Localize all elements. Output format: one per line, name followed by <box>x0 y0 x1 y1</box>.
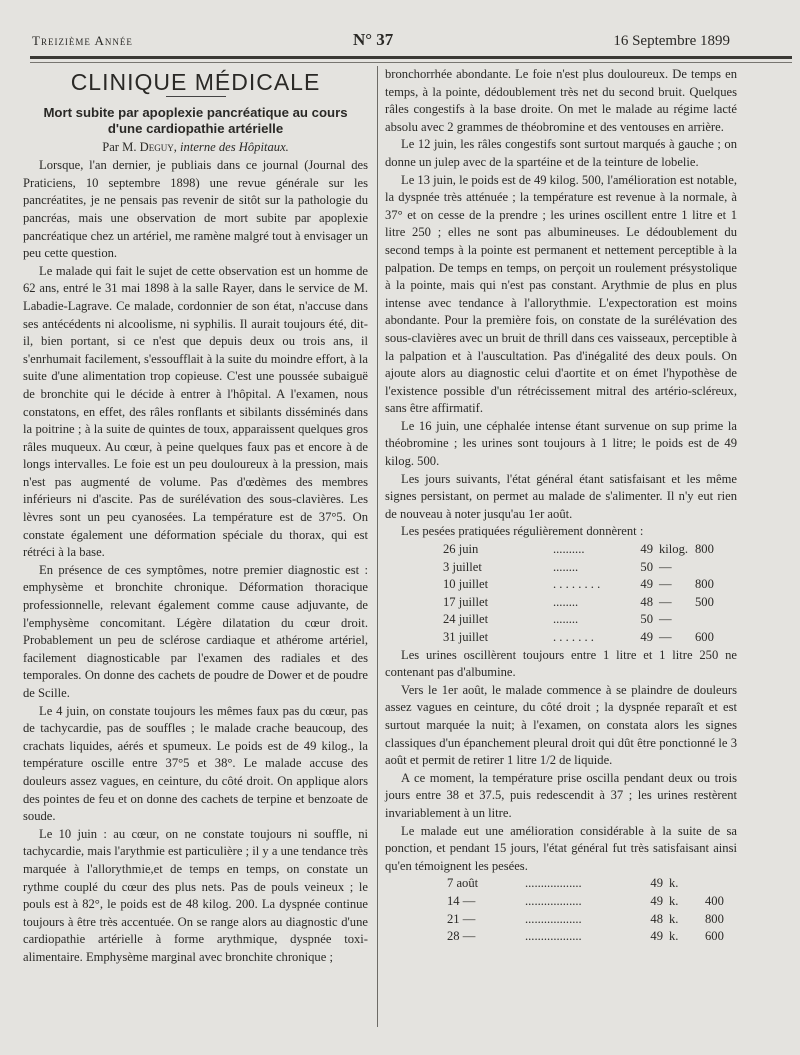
weight-cell-unit: — <box>659 594 672 609</box>
weight-cell-dots: ........ <box>553 559 579 574</box>
weight-cell-g <box>705 875 737 893</box>
weight-cell-w: 49 <box>640 630 653 644</box>
weight-cell-unit: kilog. <box>659 542 689 557</box>
weight-row <box>385 893 737 911</box>
weight-cell-g: 400 <box>705 893 724 908</box>
paragraph: Le malade eut une amélioration considérable à la suite de sa ponction, et pendant 15 jours, l'état général fut très satisfaisant ainsi qu'en témoignent les pesées. <box>385 823 737 873</box>
weight-cell-date: 31 juillet <box>443 630 489 644</box>
weight-cell-unit: — <box>659 577 672 592</box>
paragraph: Les pesées pratiquées régulièrement donnèrent : <box>401 524 644 539</box>
author-name: Deguy <box>139 139 174 154</box>
weight-cell-unit: — <box>659 630 672 644</box>
header-rule-thick <box>30 56 792 59</box>
weight-cell-unit: k. <box>669 893 679 908</box>
paragraph: Vers le 1er août, le malade commence à se plaindre de douleurs assez vagues en ceinture, du côté droit ; la dyspnée reparaît et est surtout marquée la nuit; à l'examen, on constata alors les signes classiques d'un épanchement pleural droit qui dût être ponctionné le 3 août et permit de retirer 1 litre 1/2 de liquide. <box>385 682 737 768</box>
weight-row <box>385 611 737 629</box>
paragraph: A ce moment, la température prise oscilla pendant deux ou trois jours entre 38 et 37.5, puis redescendit à 37 ; les urines restèrent invariablement à un litre. <box>385 770 737 820</box>
paragraph: bronchorrhée abondante. Le foie n'est plus douloureux. De temps en temps, à la pointe, dédoublement très net du second bruit. Quelques râles congestifs à la base droite. On met le malade au régime lacté absolu avec 2 grammes de théobromine et des ventouses en arrière. <box>385 67 737 134</box>
header-rule-thin <box>30 62 792 63</box>
weight-cell-date: 7 août <box>447 876 479 891</box>
right-column <box>385 66 737 946</box>
weight-cell-date: 21 — <box>447 911 476 926</box>
weight-cell-w: 50 <box>640 559 653 574</box>
masthead <box>32 30 730 52</box>
paragraph: Le 4 juin, on constate toujours les mêmes faux pas du cœur, pas de tachycardie, pas de souffles ; le malade crache beaucoup, des crachats liquides, aérés et spumeux. Le poids est de 49 kilog., la température oscille entre 37°5 et 38°. Le malade accuse des douleurs assez vagues, en ceinture, du côté droit. On applique alors des pointes de feu et on donne des cachets de terpine et benzoate de soude. <box>23 703 368 824</box>
weight-cell-date: 28 — <box>447 929 476 944</box>
issue-number: N° 37 <box>352 30 394 49</box>
weight-cell-dots: .................. <box>525 893 582 908</box>
weights-table-2 <box>385 875 737 945</box>
weight-cell-date: 10 juillet <box>443 577 489 592</box>
byline: Par M. Deguy, interne des Hôpitaux. <box>102 139 289 154</box>
weight-cell-w: 49 <box>640 577 653 592</box>
weight-cell-g: 600 <box>695 630 714 644</box>
paragraph: Le 16 juin, une céphalée intense étant survenue on sup prime la théobromine ; les urines sont toujours à 1 litre; le poids est de 49 kilog. 500. <box>385 418 737 469</box>
weight-row <box>385 911 737 929</box>
weight-cell-g: 500 <box>695 594 714 609</box>
weight-cell-g: 800 <box>695 542 714 557</box>
weight-row <box>385 629 737 647</box>
paragraph: Le 13 juin, le poids est de 49 kilog. 500, l'amélioration est notable, la dyspnée très atténuée ; la température est revenue à la normale, à 37° et on cesse de la prendre ; les urines oscillent entre 1 litre et 1 litre 250 ; elles ne sont pas albumineuses. Le dédoublement du second temps à la pointe est permanent et nettement perceptible à la palpation. De temps en temps, on perçoit un roulement présystolique à la pointe, mais qui n'est pas constant. Arythmie de plus en plus intense avec tendance à l'allorythmie. L'expectoration est moins abondante. Pour la première fois, on constate de la surélévation des sous-clavières avec un bruit de thrill dans ces vaisseaux, perceptible à la palpation et à l'auscultation. Pas d'inégalité des deux pouls. On ajoute alors au diagnostic celui d'aortite et on émet l'hypothèse de l'existence possible d'un rétrécissement mitral des artério-scléreux, sans être affirmatif. <box>385 172 737 416</box>
weight-cell-dots: .................. <box>525 929 582 944</box>
weight-cell-g <box>695 559 737 577</box>
column-divider <box>377 66 378 1027</box>
weight-cell-date: 26 juin <box>443 542 479 557</box>
weight-cell-date: 24 juillet <box>443 612 489 627</box>
weight-cell-dots: .................. <box>525 876 582 891</box>
weight-cell-unit: — <box>659 559 672 574</box>
weight-cell-g: 800 <box>705 911 724 926</box>
weight-row <box>385 576 737 594</box>
author-role: interne des Hôpitaux. <box>180 139 289 154</box>
weight-cell-dots: .......... <box>553 542 585 557</box>
weight-cell-w: 49 <box>650 893 663 908</box>
weight-row <box>385 559 737 577</box>
left-column <box>23 66 368 967</box>
weight-cell-unit: k. <box>669 929 679 944</box>
byline-prefix: Par M. <box>102 139 137 154</box>
weight-cell-unit: — <box>659 612 672 627</box>
weight-cell-unit: k. <box>669 876 679 891</box>
weight-cell-dots: ........ <box>553 594 579 609</box>
weight-cell-g: 800 <box>695 577 714 592</box>
paragraph: En présence de ces symptômes, notre premier diagnostic est : emphysème et bronchite chronique. Déformation thoracique professionnelle, relevant également comme cause adjuvante, de l'emphysème concomitant. Légère dilatation du cœur droit. Probablement un peu de sclérose cardiaque et athérome artériel, facilement diagnosticable par l'examen des radiales et des temporales. On donne des cachets de poudre de Dower et de poudre de Scille. <box>23 562 368 700</box>
section-title: CLINIQUE MÉDICALE <box>70 69 321 95</box>
weight-row <box>385 541 737 559</box>
weight-cell-dots: . . . . . . . <box>553 630 594 644</box>
issue-date: 16 Septembre 1899 <box>613 33 730 49</box>
paragraph: Le 10 juin : au cœur, on ne constate toujours ni souffle, ni tachycardie, mais l'arythmie est particulière ; il y a une tendance très marquée à l'allorythmie,et de temps en temps, on constate un rythme couplé du cœur des plus nets. Pas de pouls veineux ; le pouls est à 82°, le poids est de 48 kilog. 200. La dyspnée continue toujours à être très accentuée. On se range alors au diagnostic d'une cardiopathie artérielle à forme arythmique, dyspnée toxi-alimentaire. Emphysème marginal avec bronchite chronique ; <box>23 826 368 964</box>
weight-cell-w: 49 <box>650 876 663 891</box>
weight-cell-g <box>695 611 737 629</box>
volume-label: Treizième Année <box>32 33 133 48</box>
weight-cell-w: 49 <box>650 929 663 944</box>
paragraph: Lorsque, l'an dernier, je publiais dans ce journal (Journal des Praticiens, 10 septembre 1898) une revue générale sur les pancréatites, je ne pensais pas revenir de sitôt sur la pathologie du pancréas, mais une observation de mort subite par apoplexie pancréatique chez un artériel, me ramène malgré tout à envisager un peu cette question. <box>23 158 368 261</box>
weight-cell-dots: ........ <box>553 612 579 627</box>
weight-cell-w: 48 <box>650 911 663 926</box>
title-rule <box>166 96 226 97</box>
paragraph: Le malade qui fait le sujet de cette observation est un homme de 62 ans, entré le 31 mai 1898 à la salle Rayer, dans le service de M. Labadie-Lagrave. Ce malade, cordonnier de son état, n'accuse dans ses antécédents ni alcoolisme, ni syphilis. Il aurait toujours été, dit-il, bien portant, si ce n'est que depuis deux ou trois ans, il s'enrhumait facilement, s'essoufflait à la suite du moindre effort, à la suite d'une alimentation trop copieuse. C'est une poussée subaiguë de bronchite qui le décide à entrer à l'hôpital. A l'examen, nous constatons, en effet, des râles ronflants et sibilants disséminés dans la poitrine ; à la suite de quintes de toux, apparaissent quelques gros râles muqueux. Au cœur, à peine quelques faux pas et encore à de longs intervalles. Le foie est un peu douloureux à la pression, mais n'est pas augmenté de volume. Pas d'œdèmes des membres inférieurs ni d'ascite. Pas de surélévation des sous-clavières. Les lèvres sont un peu cyanosées. La température est de 37°5. On constate également une déformation spéciale du thorax, qui est rétréci à la base. <box>23 263 368 560</box>
weight-cell-w: 48 <box>640 594 653 609</box>
article-title: Mort subite par apoplexie pancréatique au cours d'une cardiopathie artérielle <box>43 104 348 136</box>
paragraph: Le 12 juin, les râles congestifs sont surtout marqués à gauche ; on donne un julep avec de la spartéine et de la teinture de lobelie. <box>385 137 737 169</box>
weight-cell-date: 3 juillet <box>443 559 482 574</box>
weight-cell-dots: .................. <box>525 911 582 926</box>
weight-cell-unit: k. <box>669 911 679 926</box>
weight-cell-date: 17 juillet <box>443 594 489 609</box>
weight-cell-w: 49 <box>640 542 653 557</box>
weight-cell-w: 50 <box>640 612 653 627</box>
weight-cell-dots: . . . . . . . . <box>553 577 601 592</box>
weight-row <box>385 594 737 612</box>
weight-row <box>385 875 737 893</box>
paragraph: Les jours suivants, l'état général étant satisfaisant et les même signes persistant, on permet au malade de s'alimenter. Il n'y eut rien de nouveau à noter jusqu'au 1er août. <box>385 471 737 521</box>
paragraph: Les urines oscillèrent toujours entre 1 litre et 1 litre 250 ne contenant pas d'albumine. <box>385 647 737 680</box>
weights-table-1 <box>385 541 737 647</box>
weight-row <box>385 928 737 946</box>
weight-cell-g: 600 <box>705 929 724 944</box>
weight-cell-date: 14 — <box>447 893 476 908</box>
